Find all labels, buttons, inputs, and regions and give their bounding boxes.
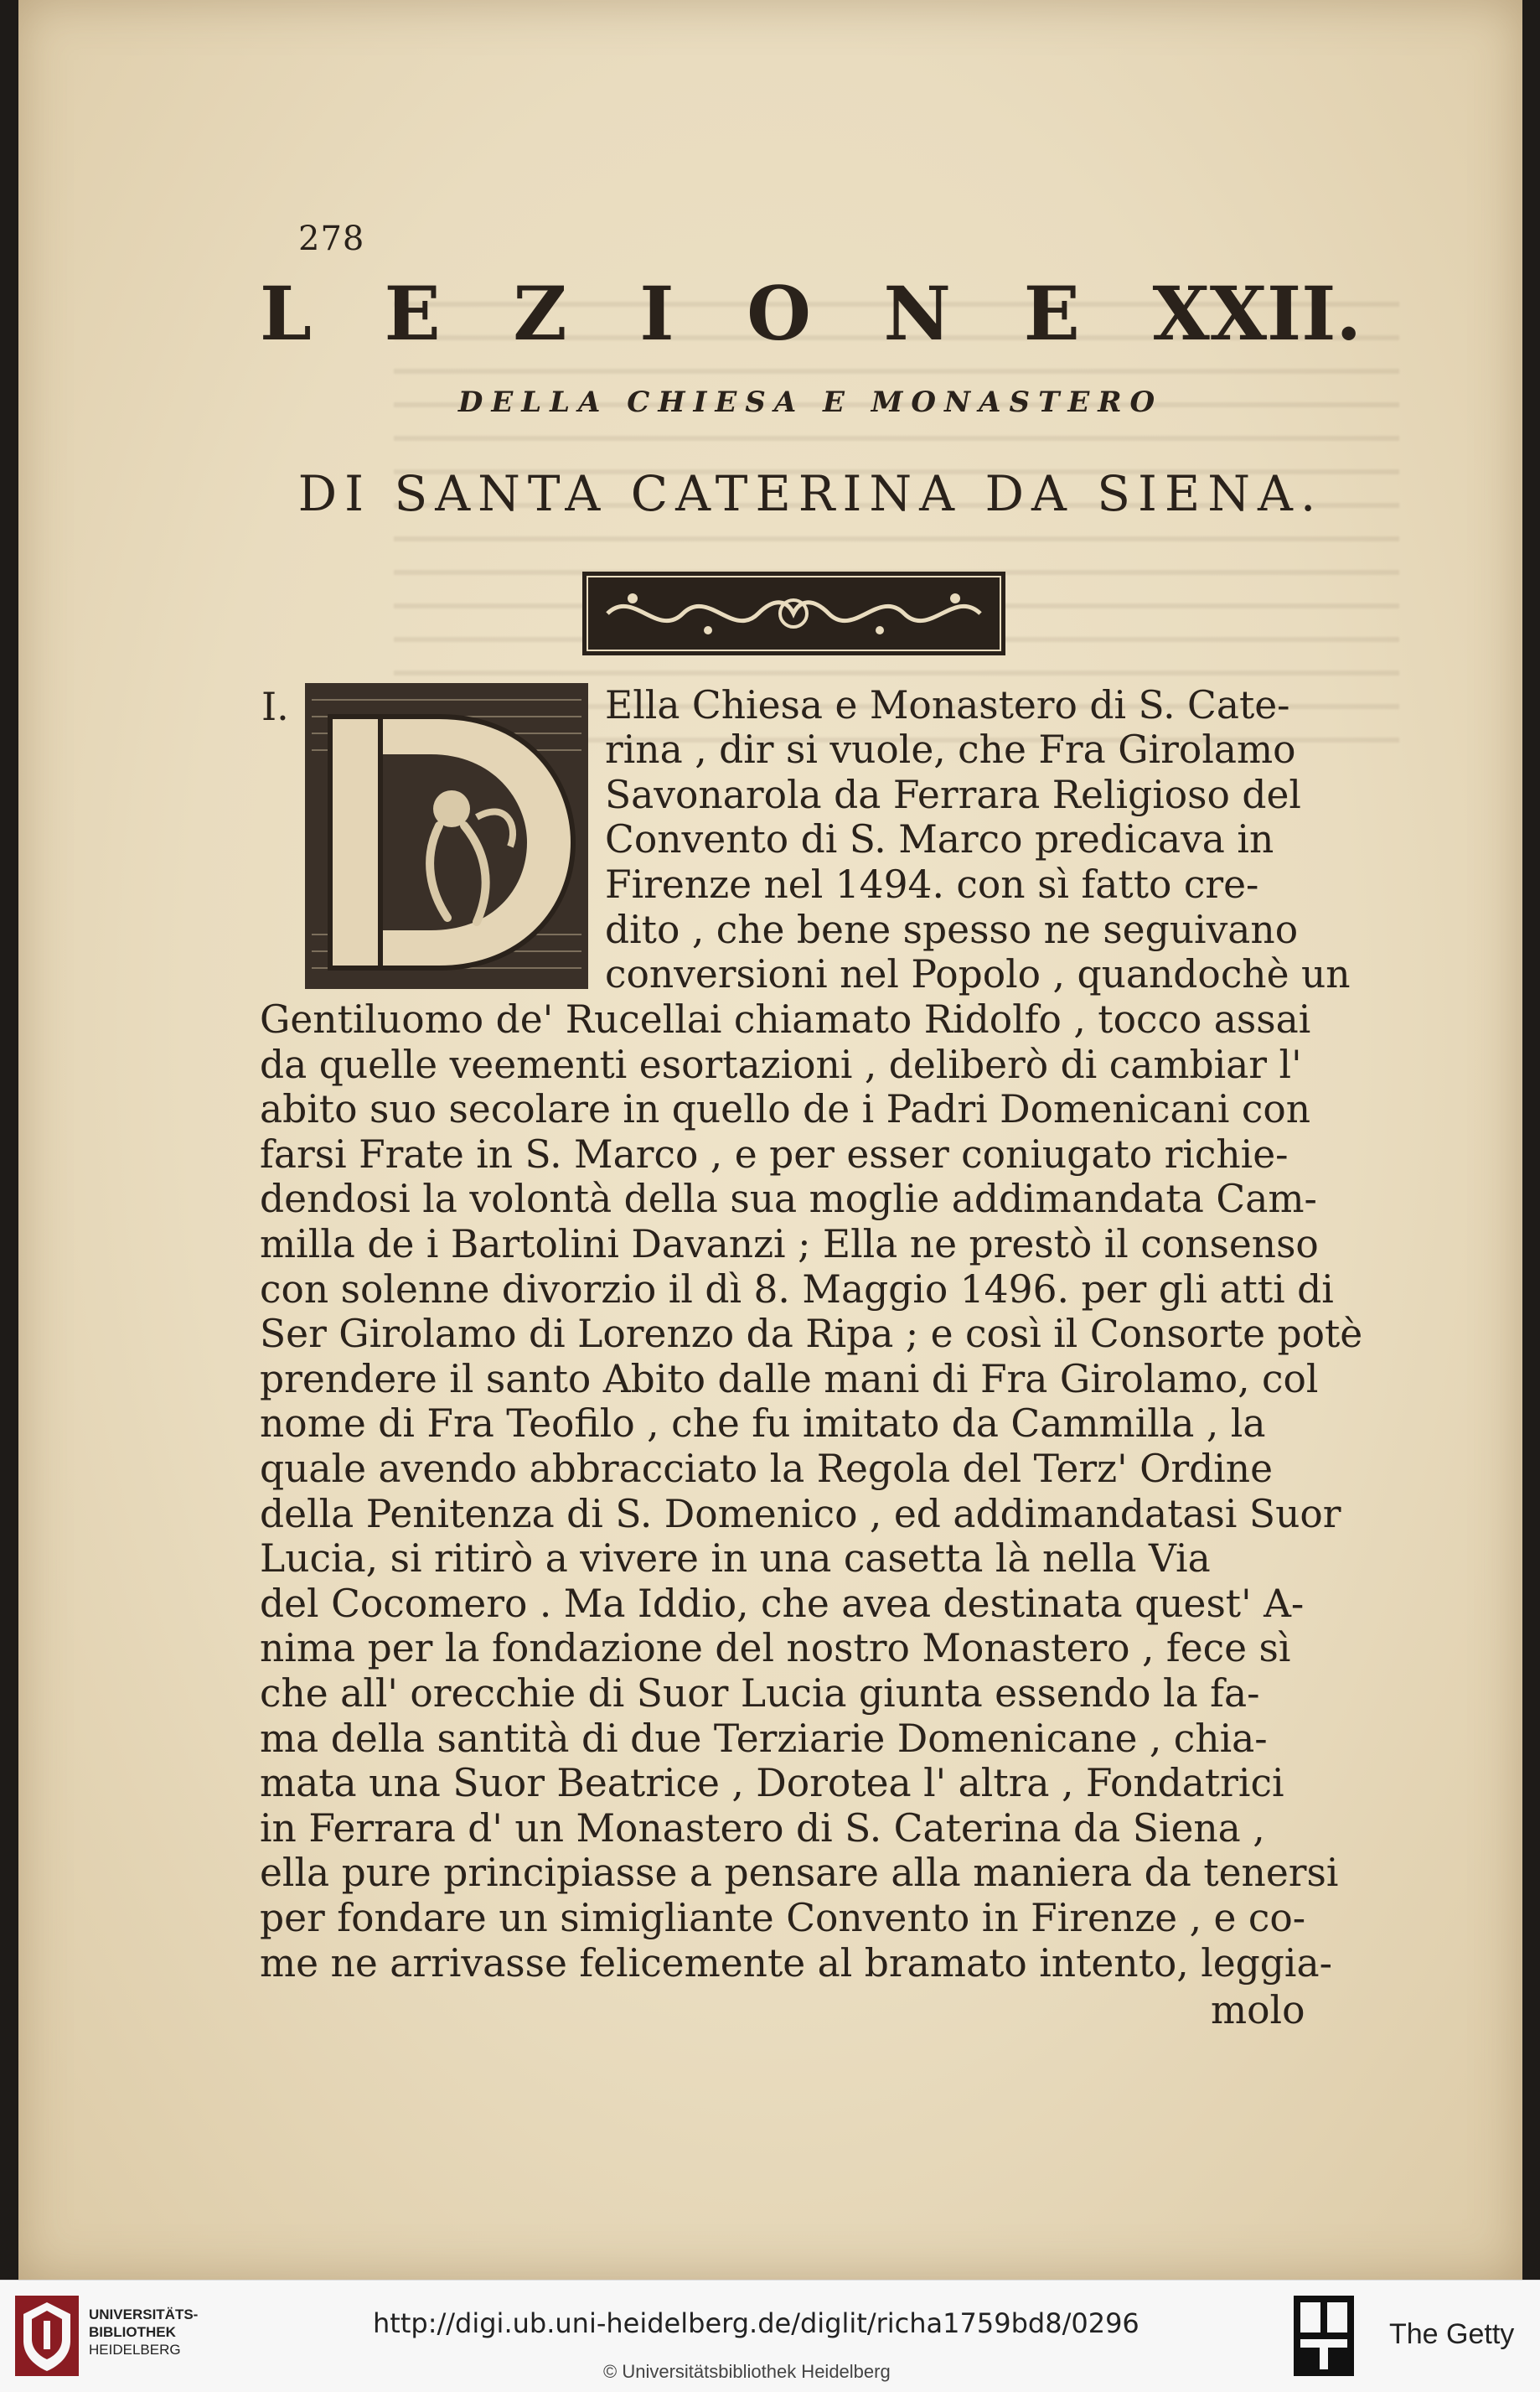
title-letter: E [1023, 270, 1080, 357]
text-line: ella pure principiasse a pensare alla maniera da tenersi [260, 1851, 1339, 1895]
institution-name [89, 2306, 231, 2358]
getty-label: The Getty [1389, 2318, 1515, 2350]
text-line: per fondare un simigliante Convento in Firenze , e co- [260, 1896, 1306, 1940]
catchword: molo [1211, 1988, 1305, 2032]
university-seal-icon [15, 2296, 79, 2376]
title-letter: Z [513, 270, 567, 357]
woodcut-initial-d-icon [305, 683, 588, 989]
text-line: dito , che bene spesso ne seguivano [605, 908, 1299, 952]
ornamental-headpiece [582, 572, 1005, 655]
title-numeral: XXII. [1152, 270, 1362, 357]
getty-logo-icon [1294, 2296, 1354, 2376]
title-letter: L [260, 270, 312, 357]
subtitle-church: DELLA CHIESA E MONASTERO [457, 386, 1164, 419]
text-line: farsi Frate in S. Marco , e per esser coniugato richie- [260, 1132, 1289, 1177]
text-line: da quelle veementi esortazioni , deliberò di cambiar l' [260, 1043, 1302, 1087]
text-line: della Penitenza di S. Domenico , ed addimandatasi Suor [260, 1492, 1341, 1536]
text-line: Gentiluomo de' Rucellai chiamato Ridolfo , tocco assai [260, 997, 1311, 1042]
viewer-footer [0, 2280, 1540, 2392]
title-letter: E [384, 270, 441, 357]
text-line: del Cocomero . Ma Iddio, che avea destinata quest' A- [260, 1582, 1305, 1626]
title-letter: N [883, 270, 951, 357]
text-line: con solenne divorzio il dì 8. Maggio 1496. per gli atti di [260, 1267, 1334, 1312]
institution-line: UNIVERSITÄTS- [89, 2307, 199, 2322]
subtitle-saint: DI SANTA CATERINA DA SIENA. [297, 465, 1324, 522]
text-line: Ser Girolamo di Lorenzo da Ripa ; e così il Consorte potè [260, 1312, 1363, 1356]
copyright-notice: © Universitätsbibliothek Heidelberg [603, 2361, 891, 2382]
text-line: ma della santità di due Terziarie Domenicane , chia- [260, 1716, 1268, 1761]
text-line: rina , dir si vuole, che Fra Girolamo [605, 727, 1296, 772]
text-line: Savonarola da Ferrara Religioso del [605, 773, 1301, 817]
text-line: Convento di S. Marco predicava in [605, 817, 1274, 862]
section-number: I. [261, 684, 289, 729]
page-number: 278 [298, 220, 365, 258]
text-line: Lucia, si ritirò a vivere in una casetta là nella Via [260, 1536, 1211, 1581]
text-line: milla de i Bartolini Davanzi ; Ella ne prestò il consenso [260, 1222, 1319, 1266]
permalink-url[interactable]: http://digi.ub.uni-heidelberg.de/diglit/richa1759bd8/0296 [373, 2307, 1139, 2339]
text-line: abito suo secolare in quello de i Padri Domenicani con [260, 1087, 1311, 1131]
text-line: Firenze nel 1494. con sì fatto cre- [605, 862, 1259, 907]
text-line: quale avendo abbracciato la Regola del Terz' Ordine [260, 1447, 1274, 1491]
text-line: me ne arrivasse felicemente al bramato intento, leggia- [260, 1941, 1332, 1986]
text-line: prendere il santo Abito dalle mani di Fra Girolamo, col [260, 1357, 1319, 1401]
text-line: conversioni nel Popolo , quandochè un [605, 952, 1351, 997]
text-line: nome di Fra Teofilo , che fu imitato da Cammilla , la [260, 1401, 1266, 1446]
text-line: mata una Suor Beatrice , Dorotea l' altra , Fondatrici [260, 1761, 1284, 1805]
text-line: in Ferrara d' un Monastero di S. Caterina da Siena , [260, 1806, 1265, 1851]
lesson-title [260, 270, 1362, 357]
text-line: dendosi la volontà della sua moglie addimandata Cam- [260, 1177, 1317, 1221]
institution-line: BIBLIOTHEK [89, 2324, 176, 2340]
text-line: che all' orecchie di Suor Lucia giunta essendo la fa- [260, 1671, 1260, 1716]
title-letter: I [639, 270, 674, 357]
institution-line: HEIDELBERG [89, 2342, 181, 2358]
text-line: Ella Chiesa e Monastero di S. Cate- [605, 683, 1290, 727]
title-letter: O [747, 270, 811, 357]
text-line: nima per la fondazione del nostro Monastero , fece sì [260, 1626, 1291, 1670]
